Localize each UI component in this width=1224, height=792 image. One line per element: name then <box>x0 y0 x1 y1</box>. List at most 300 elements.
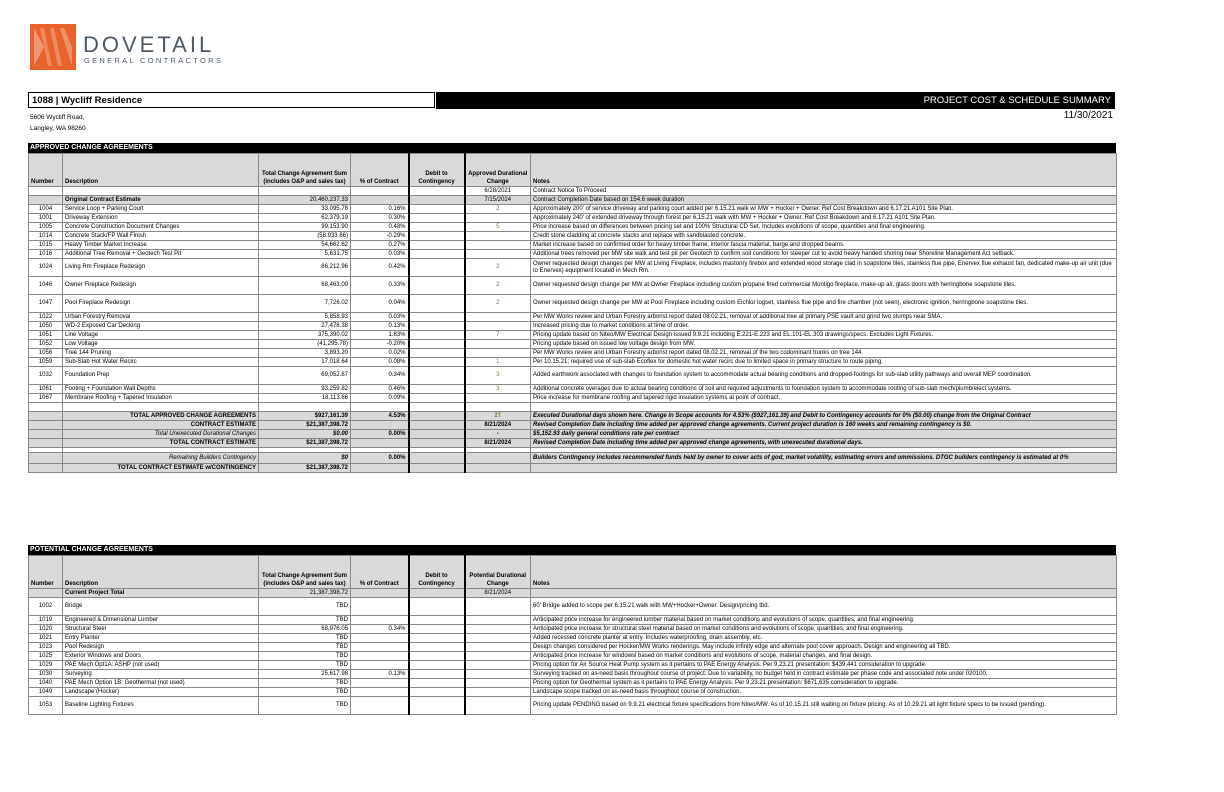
change-number: 1021 <box>29 634 63 643</box>
total-duration: - <box>465 430 531 439</box>
potential-table <box>28 555 1117 715</box>
amount-cell: TBD <box>259 697 351 715</box>
total-label: CONTRACT ESTIMATE <box>63 421 259 430</box>
amount-cell: 27,478.38 <box>259 322 351 331</box>
percent-cell: 1.83% <box>351 331 409 340</box>
amount-cell: 7,726.02 <box>259 295 351 313</box>
table-row <box>29 367 1117 385</box>
total-percent: 0.00% <box>351 430 409 439</box>
duration-cell <box>465 598 531 616</box>
duration-cell: 3 <box>465 385 531 394</box>
empty-cell <box>29 430 63 439</box>
note-cell: Added earthwork associated with changes to foundation system to accommodate actual bearing conditions and dropped-footings for sub-slab utility pathways and overall MEP coordination. <box>531 367 1117 385</box>
change-number: 1001 <box>29 214 63 223</box>
table-row <box>29 616 1117 625</box>
column-header: Notes <box>531 154 1117 187</box>
total-row <box>29 412 1117 421</box>
table-row <box>29 196 1117 205</box>
debit-cell <box>409 661 465 670</box>
change-number: 1061 <box>29 385 63 394</box>
description-cell: Tree 144 Pruning <box>63 349 259 358</box>
debit-cell <box>409 634 465 643</box>
percent-cell: 0.08% <box>351 358 409 367</box>
description-cell: Urban Forestry Removal <box>63 313 259 322</box>
total-duration: 27 <box>465 412 531 421</box>
percent-cell: 0.46% <box>351 385 409 394</box>
change-number: 1049 <box>29 688 63 697</box>
amount-cell: (58,933.66) <box>259 232 351 241</box>
duration-cell: 2 <box>465 259 531 277</box>
note-cell: Anticipated price increase for engineered lumber material based on market conditions and evolutions of scope, quantities, and final engineering. <box>531 616 1117 625</box>
debit-cell <box>409 205 465 214</box>
table-row <box>29 187 1117 196</box>
approved-table <box>28 153 1117 473</box>
table-row <box>29 340 1117 349</box>
amount-cell: 68,976.05 <box>259 625 351 634</box>
debit-cell <box>409 187 465 196</box>
table-row <box>29 259 1117 277</box>
total-label: Remaining Builders Contingency <box>63 453 259 464</box>
change-number: 1030 <box>29 670 63 679</box>
duration-cell <box>465 313 531 322</box>
total-note: Builders Contingency includes recommended funds held by owner to cover acts of god, market volatility, estimating errors and ommissions. DTGC builders contingency is estimated at 0% <box>531 453 1117 464</box>
approved-change-agreements-section <box>28 143 1116 473</box>
table-row <box>29 277 1117 295</box>
total-percent <box>351 439 409 448</box>
duration-cell <box>465 625 531 634</box>
total-label: TOTAL APPROVED CHANGE AGREEMENTS <box>63 412 259 421</box>
duration-cell <box>465 697 531 715</box>
note-cell: 60' Bridge added to scope per 6.15.21 walk with MW+Hocker+Owner. Design/pricing tbd. <box>531 598 1117 616</box>
percent-cell: 0.02% <box>351 349 409 358</box>
duration-cell <box>465 661 531 670</box>
note-cell: Owner requested design change per MW at Owner Fireplace including custom propane fired commercial Montigo fireplace, make-up air, glass doors with herringbone soapstone tiles. <box>531 277 1117 295</box>
description-cell: Driveway Extension <box>63 214 259 223</box>
change-number: 1024 <box>29 259 63 277</box>
duration-cell: 3 <box>465 367 531 385</box>
total-note: Executed Durational days shown here. Change in Scope accounts for 4.53% ($927,161.39) and Debit to Contingency accounts for 0% ($0.00) change from the Original Contract <box>531 412 1117 421</box>
description-cell: PAE Mech Option 1B: Geothermal (not used) <box>63 679 259 688</box>
duration-cell: 2 <box>465 277 531 295</box>
percent-cell <box>351 598 409 616</box>
note-cell: Pricing update based on Niteo/MW Electrical Design issued 9.9.21 including E.221-E.223 and EL.101-EL.303 drawings/specs. Excludes Light Fixtures. <box>531 331 1117 340</box>
amount-cell: TBD <box>259 598 351 616</box>
amount-cell: (41,295.78) <box>259 340 351 349</box>
debit-cell <box>409 331 465 340</box>
debit-cell <box>409 412 465 421</box>
description-cell: Bridge <box>63 598 259 616</box>
change-number: 1040 <box>29 679 63 688</box>
note-cell: Anticipated price increase for windowsl based on market conditions and evolutions of scope, material changes, and final design. <box>531 652 1117 661</box>
duration-cell <box>465 241 531 250</box>
table-row <box>29 679 1117 688</box>
debit-cell <box>409 598 465 616</box>
note-cell <box>531 589 1117 598</box>
description-cell: Surveying <box>63 670 259 679</box>
debit-cell <box>409 679 465 688</box>
table-row <box>29 322 1117 331</box>
total-percent <box>351 421 409 430</box>
change-number: 1025 <box>29 652 63 661</box>
total-duration <box>465 453 531 464</box>
amount-cell: TBD <box>259 688 351 697</box>
change-number: 1047 <box>29 295 63 313</box>
percent-cell: 0.27% <box>351 241 409 250</box>
amount-cell: 5,858.93 <box>259 313 351 322</box>
debit-cell <box>409 241 465 250</box>
description-cell: Foundation Prep <box>63 367 259 385</box>
description-cell <box>63 187 259 196</box>
empty-cell <box>409 403 465 412</box>
table-row <box>29 670 1117 679</box>
table-row <box>29 625 1117 634</box>
change-number: 1023 <box>29 643 63 652</box>
note-cell: Pricing update based on issued low voltage design from MW. <box>531 340 1117 349</box>
table-row <box>29 634 1117 643</box>
note-cell: Pricing update PENDING based on 9.9.21 electrical fixture specifications from Niteo/MW. As of 10.15.21 still waiting on fixture pricing. As of 10.29.21 alt light fixture specs to be issued (pending). <box>531 697 1117 715</box>
change-number: 1020 <box>29 625 63 634</box>
description-cell: Heavy Timber Market Increase <box>63 241 259 250</box>
amount-cell: 18,113.66 <box>259 394 351 403</box>
note-cell: Credit stone cladding at concrete stacks and replace with sandblasted concrete. <box>531 232 1117 241</box>
percent-cell <box>351 643 409 652</box>
amount-cell: 17,018.64 <box>259 358 351 367</box>
dovetail-logo <box>30 24 76 75</box>
change-number: 1059 <box>29 358 63 367</box>
section-title: POTENTIAL CHANGE AGREEMENTS <box>28 545 1116 555</box>
debit-cell <box>409 340 465 349</box>
column-header: Debit to Contingency <box>409 556 465 589</box>
debit-cell <box>409 625 465 634</box>
amount-cell: 99,153.90 <box>259 223 351 232</box>
column-header: Description <box>63 556 259 589</box>
total-row <box>29 421 1117 430</box>
header-row <box>29 556 1117 589</box>
description-cell: Exterior Windows and Doors <box>63 652 259 661</box>
note-cell: Contract Notice To Proceed <box>531 187 1117 196</box>
amount-cell: TBD <box>259 679 351 688</box>
percent-cell <box>351 616 409 625</box>
debit-cell <box>409 295 465 313</box>
table-row <box>29 697 1117 715</box>
change-number: 1050 <box>29 322 63 331</box>
percent-cell: 0.03% <box>351 250 409 259</box>
amount-cell: 25,617.98 <box>259 670 351 679</box>
table-row <box>29 598 1117 616</box>
debit-cell <box>409 259 465 277</box>
debit-cell <box>409 697 465 715</box>
change-number: 1052 <box>29 340 63 349</box>
note-cell: Owner requested design changes per MW at Living Fireplace, includes mastonry firebox and extended wood storage clad in soapstone tiles, stainless flue pipe, Enervex flue exhaust fan, dedicated make-up air unit (due to Enervex) equipment located in Mech Rm. <box>531 259 1117 277</box>
description-cell: Original Contract Estimate <box>63 196 259 205</box>
percent-cell: 0.13% <box>351 670 409 679</box>
amount-cell: 69,052.87 <box>259 367 351 385</box>
brand-name: DOVETAIL <box>83 32 215 57</box>
percent-cell: 0.42% <box>351 259 409 277</box>
potential-change-agreements-section <box>28 545 1116 715</box>
amount-cell: 54,662.62 <box>259 241 351 250</box>
total-percent <box>351 464 409 473</box>
column-header: % of Contract <box>351 154 409 187</box>
debit-cell <box>409 670 465 679</box>
description-cell: Current Project Total <box>63 589 259 598</box>
table-row <box>29 358 1117 367</box>
amount-cell: TBD <box>259 634 351 643</box>
change-number <box>29 196 63 205</box>
debit-cell <box>409 394 465 403</box>
note-cell: Anticipated price increase for structural steel material based on market conditions and evolutions of scope, quantities, and final engineering. <box>531 625 1117 634</box>
description-cell: Membrane Roofing + Tapered Insulation <box>63 394 259 403</box>
change-number: 1032 <box>29 367 63 385</box>
total-amount: $0.00 <box>259 430 351 439</box>
note-cell: Increased pricing due to market conditions at time of order. <box>531 322 1117 331</box>
amount-cell <box>259 187 351 196</box>
duration-cell: 2 <box>465 205 531 214</box>
description-cell: Concrete Stack/FP Wall Finish <box>63 232 259 241</box>
change-number: 1046 <box>29 277 63 295</box>
note-cell: Surveying tracked on as-need basis throughout course of project. Due to variability, no budget held in contract estimate per phase code and associated note under 020100. <box>531 670 1117 679</box>
debit-cell <box>409 385 465 394</box>
duration-cell <box>465 349 531 358</box>
note-cell: Price increase for membrane roofing and tapered rigid insulation systems at point of contract. <box>531 394 1117 403</box>
note-cell: Market increase based on confirmed order for heavy timber frame, interior fascia material, barge and dropped beams. <box>531 241 1117 250</box>
column-header: Total Change Agreement Sum (includes O&P and sales tax) <box>259 556 351 589</box>
description-cell: Pool Redesign <box>63 643 259 652</box>
header-row <box>29 154 1117 187</box>
debit-cell <box>409 453 465 464</box>
duration-cell: 8/21/2024 <box>465 589 531 598</box>
percent-cell <box>351 661 409 670</box>
logo-mark-icon <box>30 24 76 70</box>
percent-cell <box>351 697 409 715</box>
total-row <box>29 439 1117 448</box>
amount-cell: 62,379.19 <box>259 214 351 223</box>
duration-cell <box>465 394 531 403</box>
percent-cell <box>351 688 409 697</box>
debit-cell <box>409 223 465 232</box>
duration-cell <box>465 670 531 679</box>
total-note: Revised Completion Date including time added per approved change agreements, with unexecuted durational days. <box>531 439 1117 448</box>
description-cell: Baseline Lighting Fixtures <box>63 697 259 715</box>
table-row <box>29 394 1117 403</box>
empty-cell <box>465 403 531 412</box>
total-amount: $0 <box>259 453 351 464</box>
spacer-row <box>29 403 1117 412</box>
duration-cell <box>465 616 531 625</box>
empty-cell <box>259 403 351 412</box>
table-row <box>29 232 1117 241</box>
total-note: Revised Completion Date including time added per approved change agreements. Current project duration is 160 weeks and remaining contingency is $0. <box>531 421 1117 430</box>
percent-cell <box>351 634 409 643</box>
duration-cell <box>465 643 531 652</box>
address-line-1: 5606 Wycliff Road, <box>30 114 85 121</box>
debit-cell <box>409 688 465 697</box>
column-header: Notes <box>531 556 1117 589</box>
amount-cell: 33,095.78 <box>259 205 351 214</box>
column-header: Number <box>29 154 63 187</box>
percent-cell: 0.04% <box>351 295 409 313</box>
duration-cell: 6/28/2021 <box>465 187 531 196</box>
column-header: Number <box>29 556 63 589</box>
amount-cell: TBD <box>259 661 351 670</box>
empty-cell <box>29 464 63 473</box>
debit-cell <box>409 232 465 241</box>
table-row <box>29 295 1117 313</box>
note-cell: Per MW Works review and Urban Forestry arborist report dated 08.02.21, removal of additional tree at primary PSE vault and grind two stumps near SMA. <box>531 313 1117 322</box>
amount-cell: TBD <box>259 652 351 661</box>
empty-cell <box>29 421 63 430</box>
amount-cell: TBD <box>259 643 351 652</box>
description-cell: Structural Steel <box>63 625 259 634</box>
duration-cell: 7 <box>465 331 531 340</box>
note-cell: Owner requested design change per MW at Pool Fireplace including custom Eichlor logset, stainless flue pipe and fire chamber (not seen), electronic ignition, herringbone soapstone tiles. <box>531 295 1117 313</box>
debit-cell <box>409 313 465 322</box>
note-cell: Per MW Works review and Urban Forestry arborist report dated 08.02.21, removal of the two codominant trunks on tree 144. <box>531 349 1117 358</box>
amount-cell: 68,463.09 <box>259 277 351 295</box>
description-cell: Low Voltage <box>63 340 259 349</box>
change-number: 1005 <box>29 223 63 232</box>
duration-cell: 2 <box>465 295 531 313</box>
description-cell: Sub-Slab Hot Water Recirc <box>63 358 259 367</box>
column-header: Description <box>63 154 259 187</box>
debit-cell <box>409 589 465 598</box>
note-cell: Approximately 200' of service driveway and parking court added per 6.15.21 walk w/ MW + Hocker + Owner. Ref Cost Breakdown and 6.17.21 A101 Site Plan. <box>531 205 1117 214</box>
duration-cell <box>465 688 531 697</box>
description-cell: Footing + Foundation Wall Depths <box>63 385 259 394</box>
note-cell: Approximately 240' of extended driveway through forest per 6.15.21 walk with MW + Hocker + Owner. Ref Cost Breakdown and 6.17.21 A101 Site Plan. <box>531 214 1117 223</box>
note-cell: Price increase based on differences between pricing set and 100% Structural CD Set. Includes evolutions of scope, quantities and final engineering. <box>531 223 1117 232</box>
table-row <box>29 643 1117 652</box>
debit-cell <box>409 643 465 652</box>
debit-cell <box>409 358 465 367</box>
amount-cell: 20,460,237.33 <box>259 196 351 205</box>
table-row <box>29 250 1117 259</box>
percent-cell: 0.34% <box>351 625 409 634</box>
change-number: 1053 <box>29 697 63 715</box>
total-duration: 8/21/2024 <box>465 439 531 448</box>
address-line-2: Langley, WA 98260 <box>30 125 86 132</box>
duration-cell <box>465 214 531 223</box>
change-number: 1022 <box>29 313 63 322</box>
percent-cell: -0.20% <box>351 340 409 349</box>
table-row <box>29 589 1117 598</box>
change-number: 1056 <box>29 349 63 358</box>
percent-cell: 0.03% <box>351 313 409 322</box>
amount-cell: 93,259.82 <box>259 385 351 394</box>
duration-cell <box>465 340 531 349</box>
amount-cell: 3,893.20 <box>259 349 351 358</box>
percent-cell <box>351 652 409 661</box>
total-label: TOTAL CONTRACT ESTIMATE w/CONTINGENCY <box>63 464 259 473</box>
debit-cell <box>409 349 465 358</box>
duration-cell <box>465 652 531 661</box>
table-row <box>29 223 1117 232</box>
description-cell: Pool Fireplace Redesign <box>63 295 259 313</box>
total-amount: $21,387,398.72 <box>259 421 351 430</box>
total-label: TOTAL CONTRACT ESTIMATE <box>63 439 259 448</box>
note-cell: Additional concrete overages due to actual bearing conditions of soil and required adjustments to foundation system to accommodate routing of sub-slab mech/plumb/elect systems. <box>531 385 1117 394</box>
duration-cell <box>465 634 531 643</box>
total-duration: 8/21/2024 <box>465 421 531 430</box>
table-row <box>29 349 1117 358</box>
amount-cell: 375,390.02 <box>259 331 351 340</box>
total-row <box>29 453 1117 464</box>
total-percent: 4.53% <box>351 412 409 421</box>
note-cell: Additional trees removed per MW site walk and test pit per Geotech to confirm soil conditions for steeper cut to avoid heavy handed shoring near Shoreline Management Act setback. <box>531 250 1117 259</box>
debit-cell <box>409 250 465 259</box>
change-number: 1051 <box>29 331 63 340</box>
table-row <box>29 214 1117 223</box>
total-percent: 0.00% <box>351 453 409 464</box>
table-row <box>29 241 1117 250</box>
amount-cell: 86,212.96 <box>259 259 351 277</box>
amount-cell: 21,387,398.72 <box>259 589 351 598</box>
section-title: APPROVED CHANGE AGREEMENTS <box>28 143 1116 153</box>
amount-cell: 5,631.75 <box>259 250 351 259</box>
description-cell: WD-2 Exposed Car Decking <box>63 322 259 331</box>
duration-cell <box>465 322 531 331</box>
description-cell: Concrete Construction Document Changes <box>63 223 259 232</box>
total-row <box>29 464 1117 473</box>
table-row <box>29 205 1117 214</box>
description-cell: Entry Planter <box>63 634 259 643</box>
note-cell: Added recessed concrete planter at entry. Includes waterproofing, drain assembly, etc. <box>531 634 1117 643</box>
total-amount: $21,387,398.72 <box>259 439 351 448</box>
change-number: 1004 <box>29 205 63 214</box>
table-row <box>29 652 1117 661</box>
percent-cell <box>351 196 409 205</box>
percent-cell: 0.34% <box>351 367 409 385</box>
brand-tagline: GENERAL CONTRACTORS <box>84 56 224 65</box>
duration-cell <box>465 250 531 259</box>
note-cell: Contract Completion Date based on 154.6 week duration <box>531 196 1117 205</box>
debit-cell <box>409 322 465 331</box>
percent-cell: 0.30% <box>351 214 409 223</box>
debit-cell <box>409 367 465 385</box>
percent-cell: 0.13% <box>351 322 409 331</box>
total-label: Total Unexecuted Durational Changes <box>63 430 259 439</box>
project-title: 1088 | Wycliff Residence <box>28 92 435 108</box>
description-cell: Living Rm Fireplace Redesign <box>63 259 259 277</box>
table-row <box>29 661 1117 670</box>
description-cell: Service Loop + Parking Court <box>63 205 259 214</box>
amount-cell: TBD <box>259 616 351 625</box>
change-number: 1015 <box>29 241 63 250</box>
debit-cell <box>409 196 465 205</box>
column-header: Debit to Contingency <box>409 154 465 187</box>
note-cell: Pricing option for Air Source Heat Pump system as it pertains to PAE Energy Analysis. Per 9.23.21 presentation: $439,441 consideration to upgrade. <box>531 661 1117 670</box>
percent-cell <box>351 187 409 196</box>
debit-cell <box>409 652 465 661</box>
percent-cell: -0.29% <box>351 232 409 241</box>
change-number: 1016 <box>29 250 63 259</box>
description-cell: Line Voltage <box>63 331 259 340</box>
table-row <box>29 313 1117 322</box>
empty-cell <box>29 412 63 421</box>
note-cell: Per 10.15.21; required use of sub-slab Ecoflex for domestic hot water recirc due to limited space in primary structure to route piping. <box>531 358 1117 367</box>
debit-cell <box>409 214 465 223</box>
duration-cell: 5 <box>465 223 531 232</box>
summary-label: PROJECT COST & SCHEDULE SUMMARY <box>436 92 1115 109</box>
change-number: 1019 <box>29 616 63 625</box>
duration-cell: 1 <box>465 358 531 367</box>
percent-cell: 0.09% <box>351 394 409 403</box>
description-cell: Additional Tree Removal + Geotech Test Pit <box>63 250 259 259</box>
debit-cell <box>409 464 465 473</box>
debit-cell <box>409 616 465 625</box>
empty-cell <box>531 403 1117 412</box>
table-row <box>29 331 1117 340</box>
